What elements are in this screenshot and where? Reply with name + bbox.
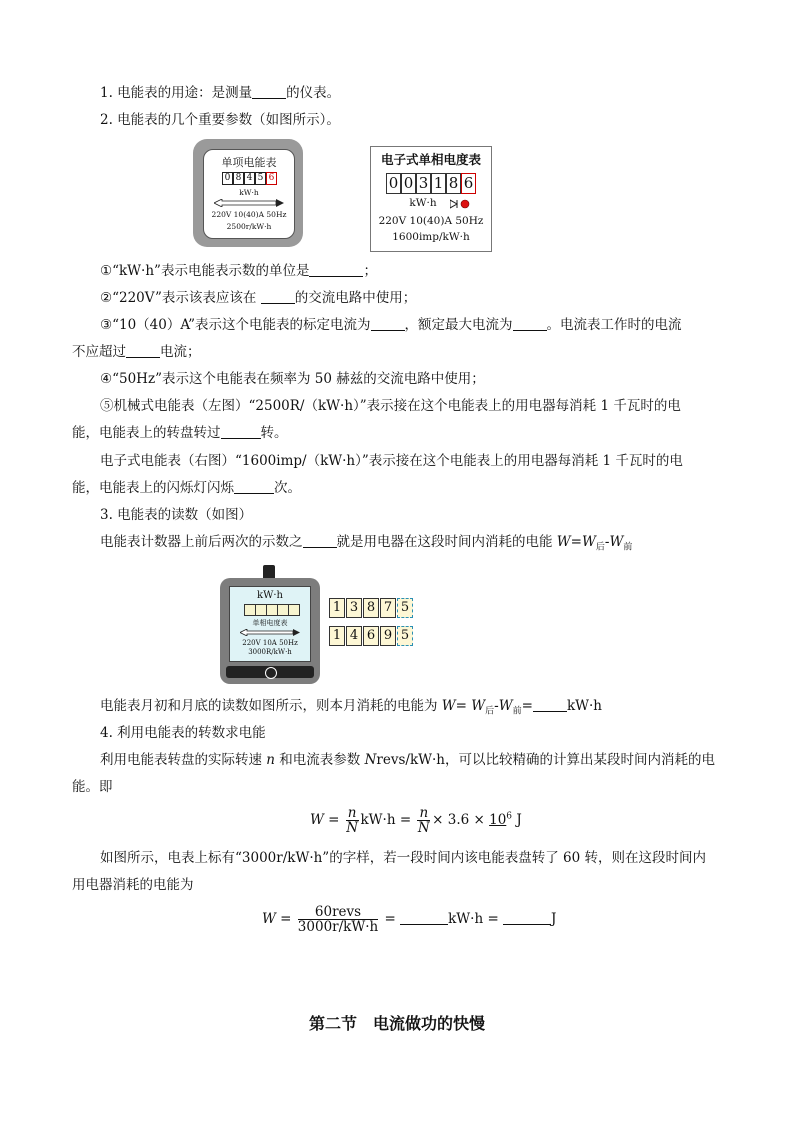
answer-blank[interactable] (371, 316, 405, 331)
digit: 7 (380, 598, 396, 618)
item-2: 2. 电能表的几个重要参数（如图所示）。 (100, 112, 340, 128)
digit: 8 (363, 598, 379, 618)
answer-blank[interactable] (221, 424, 261, 439)
fraction: $\frac{n}{N}$ (417, 805, 430, 836)
digit: 1 (329, 626, 345, 646)
digit: 0 (222, 172, 233, 185)
answer-blank[interactable] (309, 262, 363, 277)
fraction: $\frac{\text{60revs}}{3000r/kW\cdot h}$ (297, 904, 379, 935)
meter-title: 单相电度表 (252, 619, 288, 627)
reading-start (329, 598, 414, 618)
mechanical-meter-figure (193, 139, 303, 247)
electronic-meter-figure (370, 146, 492, 252)
revolution-method: 利用电能表转盘的实际转速 n 和电流表参数 Nrevs/kW·h，可以比较精确的计算出某段时间内消耗的电 (100, 752, 715, 768)
energy-formula: W = $\frac{n}{N}$ kW·h = $\frac{n}{N}$ × $3.6 \times 10^6$ J (310, 805, 522, 836)
meter-digit-boxes (244, 604, 299, 616)
meter-unit: kW·h (257, 590, 283, 601)
reading-rule: 电能表计数器上前后两次的示数之 就是用电器在这段时间内消耗的电能 $W=W_后-W_前$ (100, 534, 633, 553)
digit: 3 (346, 598, 362, 618)
meter-spec: 220V 10A 50Hz (242, 639, 298, 647)
fraction: $\frac{n}{N}$ (346, 805, 359, 836)
param-3-cont: 不应超过 电流； (72, 344, 201, 360)
rotor-disc-icon (214, 199, 284, 207)
digit: 8 (233, 172, 244, 185)
example-question-cont: 用电器消耗的电能为 (72, 877, 194, 893)
answer-blank[interactable] (533, 697, 567, 712)
meter-digits (222, 172, 277, 185)
single-phase-meter-figure (220, 578, 320, 684)
example-formula: W = $\frac{\text{60revs}}{3000r/kW\cdot h}$ = kW·h = J (262, 904, 557, 935)
digit: 1 (431, 173, 446, 194)
param-6: 电子式电能表（右图）“1600imp/（kW·h）”表示接在这个电能表上的用电器每消耗 1 千瓦时的电 (100, 453, 683, 469)
item-1: 1. 电能表的用途：是测量 的仪表。 (100, 85, 341, 101)
meter-terminal (263, 565, 275, 578)
rotor-disc-icon (240, 629, 300, 636)
reading-end (329, 626, 414, 646)
answer-blank[interactable] (503, 910, 551, 925)
answer-blank[interactable] (303, 533, 337, 548)
digit: 0 (386, 173, 401, 194)
digit: 4 (346, 626, 362, 646)
meter-constant: 1600imp/kW·h (392, 231, 470, 243)
meter-base (226, 666, 314, 678)
section-heading: 第二节 电流做功的快慢 (308, 1014, 485, 1033)
answer-blank[interactable] (126, 343, 160, 358)
decimal-digit: 5 (397, 626, 413, 646)
param-1: ①“kW·h”表示电能表示数的单位是 ； (100, 263, 377, 279)
meter-unit: kW·h (409, 197, 437, 209)
meter-spec: 220V 10(40)A 50Hz (211, 210, 287, 219)
digit: 4 (244, 172, 255, 185)
digit: 0 (401, 173, 416, 194)
meter-constant: 2500r/kW·h (226, 222, 272, 231)
answer-blank[interactable] (234, 479, 274, 494)
lock-icon (265, 667, 277, 679)
decimal-digit: 6 (461, 173, 476, 194)
item-4: 4. 利用电能表的转数求电能 (100, 725, 266, 741)
indicator-light-icon (450, 199, 472, 209)
meter-constant: 3000R/kW·h (248, 648, 292, 656)
meter-title: 电子式单相电度表 (380, 152, 481, 167)
answer-blank[interactable] (400, 910, 448, 925)
meter-spec: 220V 10(40)A 50Hz (378, 215, 484, 227)
meter-unit: kW·h (239, 188, 259, 197)
digit: 5 (255, 172, 266, 185)
digit: 8 (446, 173, 461, 194)
param-3: ③“10（40）A”表示这个电能表的标定电流为 ，额定最大电流为 。电流表工作时的电流 (100, 317, 682, 333)
decimal-digit: 6 (266, 172, 277, 185)
answer-blank[interactable] (513, 316, 547, 331)
answer-blank[interactable] (252, 84, 286, 99)
param-5: ⑤机械式电能表（左图）“2500R/（kW·h）”表示接在这个电能表上的用电器每消耗 1 千瓦时的电 (100, 398, 681, 414)
digit: 9 (380, 626, 396, 646)
meter-title: 单项电能表 (221, 156, 277, 169)
example-question: 如图所示，电表上标有“3000r/kW·h”的字样，若一段时间内该电能表盘转了 60 转，则在这段时间内 (100, 850, 706, 866)
digit: 6 (363, 626, 379, 646)
revolution-method-cont: 能。即 (72, 779, 113, 795)
param-6-cont: 能，电能表上的闪烁灯闪烁 次。 (72, 480, 301, 496)
param-2: ②“220V”表示该表应该在 的交流电路中使用； (100, 290, 417, 306)
digit: 3 (416, 173, 431, 194)
answer-blank[interactable] (261, 289, 295, 304)
decimal-digit: 5 (397, 598, 413, 618)
param-5-cont: 能，电能表上的转盘转过 转。 (72, 425, 288, 441)
digit: 1 (329, 598, 345, 618)
reading-question: 电能表月初和月底的读数如图所示，则本月消耗的电能为 $W= W_后-W_前= kW\cdot h$ (100, 698, 602, 717)
param-4: ④“50Hz”表示这个电能表在频率为 50 赫兹的交流电路中使用； (100, 371, 485, 387)
meter-digits (386, 173, 476, 194)
item-3: 3. 电能表的读数（如图） (100, 507, 253, 523)
